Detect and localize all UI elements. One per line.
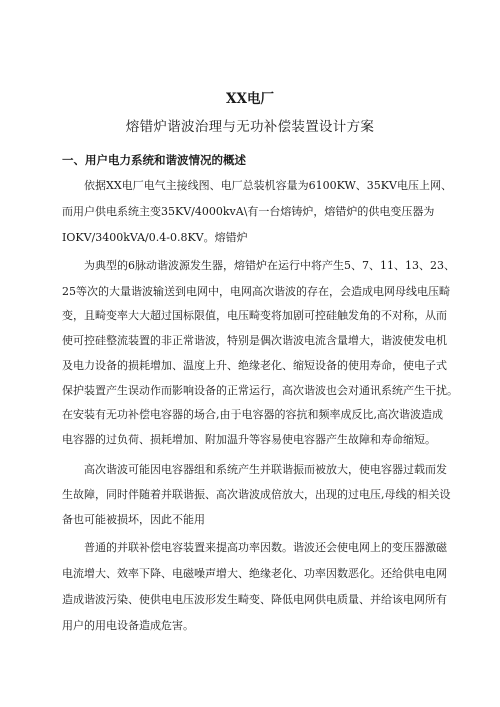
paragraph-line: 生故障，同时伴随着并联谐振、高次谐波成倍放大，出现的过电压,母线的相关设 [62,488,451,501]
paragraph-line: IOKV/3400kVA/0.4-0.8KV。熔错炉 [62,231,248,244]
section-heading: 一、用户电力系统和谐波情况的概述 [62,153,246,167]
company-title: XX电厂 [226,91,274,107]
document-title: 熔错炉谐波治理与无功补偿装置设计方案 [125,119,375,135]
paragraph-line: 变，且畸变率大大超过国标限值，电压畸变将加剧可控硅触发角的不对称，从而 [62,309,447,322]
paragraph-line: 高次谐波可能因电容器组和系统产生并联谐振而被放大，使电容器过载而发 [84,463,447,476]
paragraph-line: 在安装有无功补偿电容器的场合,由于电容器的容抗和频率成反比,高次谐波造成 [62,408,443,421]
paragraph-line: 电流增大、效率下降、电磁噪声增大、绝缘老化、功率因数恶化。还给供电电网 [62,567,447,580]
paragraph-line: 为典型的6脉动谐波源发生器，熔错炉在运行中将产生5、7、11、13、23、 [84,259,455,272]
paragraph-line: 保护装置产生误动作而影响设备的正常运行，高次谐波也会对通讯系统产生干扰。 [62,384,458,397]
paragraph-line: 备也可能被损坏，因此不能用 [62,513,205,526]
paragraph-line: 普通的并联补偿电容装置来提高功率因数。谐波还会使电网上的变压器激磁 [84,541,447,554]
paragraph-line: 及电力设备的损耗增加、温度上升、绝缘老化、缩短设备的使用寿命，使电子式 [62,359,447,372]
paragraph-line: 造成谐波污染、使供电电压波形发生畸变、降低电网供电质量、并给该电网所有 [62,593,447,606]
paragraph-line: 依据XX电厂电气主接线图、电厂总装机容量为6100KW、35KV电压上网、 [84,179,452,192]
paragraph-line: 25等次的大量谐波输送到电网中，电网高次谐波的存在，会造成电网母线电压畸 [62,285,450,298]
paragraph-line: 而用户供电系统主变35KV/4000kvA\有一台熔铸炉，熔错炉的供电变压器为 [62,205,435,218]
paragraph-line: 电容器的过负荷、损耗增加、附加温升等容易使电容器产生故障和寿命缩短。 [62,433,436,446]
paragraph-line: 使可控硅整流装置的非正常谐波，特别是偶次谐波电流含量增大，谐波使发电机 [62,334,447,347]
paragraph-line: 用户的用电设备造成危害。 [62,619,194,632]
